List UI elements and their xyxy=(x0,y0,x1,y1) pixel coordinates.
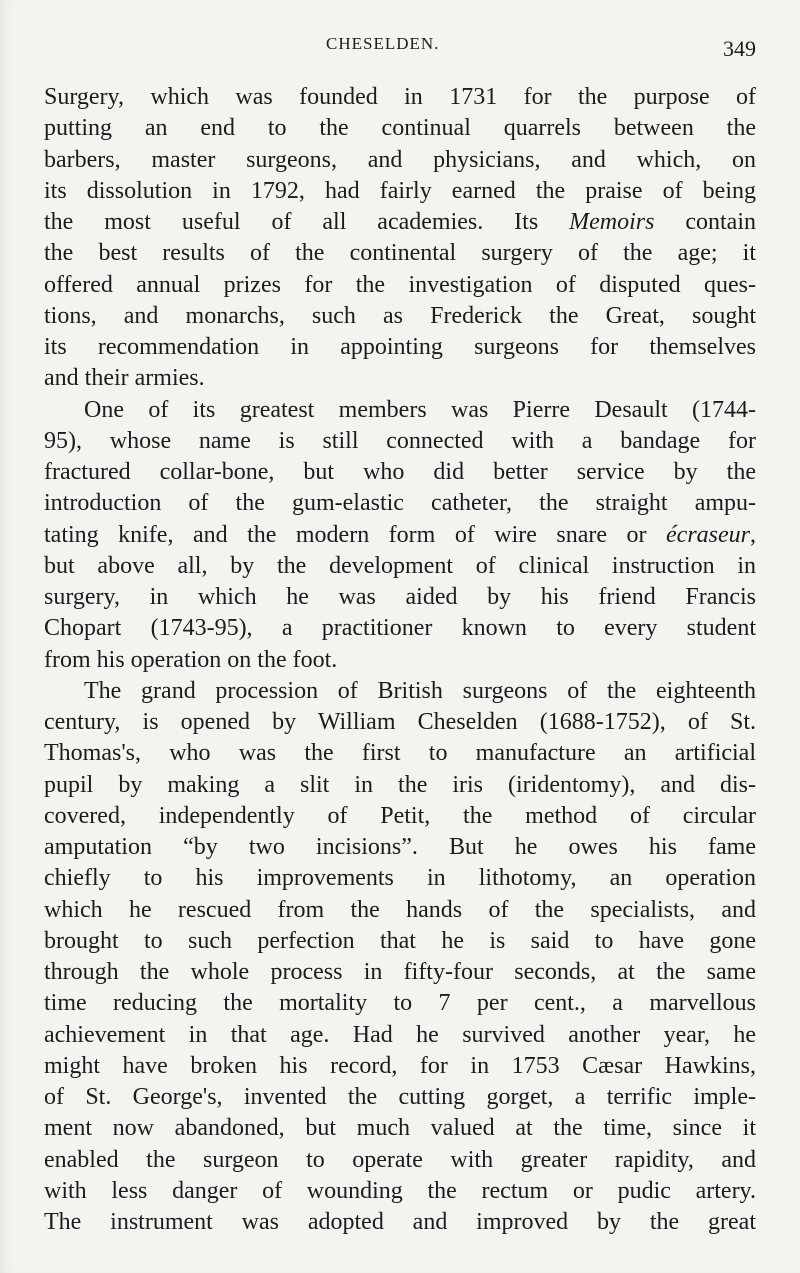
body-text xyxy=(44,82,756,1238)
text-line: surgery, in which he was aided by his friend Francis xyxy=(44,584,756,610)
text-line: the best results of the continental surgery of the age; it xyxy=(44,240,756,267)
text-line: tions, and monarchs, such as Frederick the Great, sought xyxy=(44,302,756,329)
text-line: which he rescued from the hands of the specialists, and xyxy=(44,896,756,923)
text-line: The instrument was adopted and improved by the great xyxy=(44,1209,756,1235)
text-line: Thomas's, who was the first to manufacture an artificial xyxy=(44,740,756,767)
text-line: enabled the surgeon to operate with greater rapidity, and xyxy=(44,1146,756,1173)
text-line: putting an end to the continual quarrels between the xyxy=(44,115,756,142)
text-line: The grand procession of British surgeons of the eighteenth xyxy=(84,677,756,704)
text-line: chiefly to his improvements in lithotomy, an operation xyxy=(44,865,756,892)
running-head-title: CHESELDEN. xyxy=(326,34,440,53)
text-line: covered, independently of Petit, the method of circular xyxy=(44,802,756,829)
text-line: its recommendation in appointing surgeons for themselves xyxy=(44,334,756,360)
text-line: One of its greatest members was Pierre Desault (1744- xyxy=(84,396,756,423)
text-line: barbers, master surgeons, and physicians, and which, on xyxy=(44,146,756,173)
text-line: offered annual prizes for the investigation of disputed ques- xyxy=(44,271,756,298)
text-line: achievement in that age. Had he survived another year, he xyxy=(44,1021,756,1048)
text-line: pupil by making a slit in the iris (iridentomy), and dis- xyxy=(44,771,756,798)
text-line: Surgery, which was founded in 1731 for the purpose of xyxy=(44,84,756,110)
text-line: the most useful of all academies. Its Memoirs contain xyxy=(44,209,756,235)
italic-term: Memoirs xyxy=(569,209,655,235)
running-head xyxy=(0,34,800,64)
text-line: from his operation on the foot. xyxy=(44,646,338,673)
text-line: tating knife, and the modern form of wire snare or écraseur, xyxy=(44,521,756,548)
text-line: ment now abandoned, but much valued at the time, since it xyxy=(44,1115,756,1142)
text-line: time reducing the mortality to 7 per cent., a marvellous xyxy=(44,990,756,1017)
text-line: Chopart (1743-95), a practitioner known to every student xyxy=(44,615,756,642)
text-line: brought to such perfection that he is said to have gone xyxy=(44,927,756,954)
text-line: and their armies. xyxy=(44,365,205,392)
text-line: of St. George's, invented the cutting gorget, a terrific imple- xyxy=(44,1084,756,1110)
text-line: century, is opened by William Cheselden (1688-1752), of St. xyxy=(44,709,756,735)
text-line: with less danger of wounding the rectum or pudic artery. xyxy=(44,1177,756,1204)
italic-term: écraseur xyxy=(666,521,750,548)
text-line: amputation “by two incisions”. But he owes his fame xyxy=(44,834,756,860)
text-line: might have broken his record, for in 1753 Cæsar Hawkins, xyxy=(44,1052,756,1079)
text-line: through the whole process in fifty-four seconds, at the same xyxy=(44,959,756,985)
text-line: 95), whose name is still connected with a bandage for xyxy=(44,427,756,454)
text-line: its dissolution in 1792, had fairly earned the praise of being xyxy=(44,177,756,204)
text-line: introduction of the gum-elastic catheter, the straight ampu- xyxy=(44,490,756,517)
text-line: but above all, by the development of clinical instruction in xyxy=(44,552,756,579)
text-line: fractured collar-bone, but who did better service by the xyxy=(44,459,756,485)
page-number: 349 xyxy=(723,36,756,61)
